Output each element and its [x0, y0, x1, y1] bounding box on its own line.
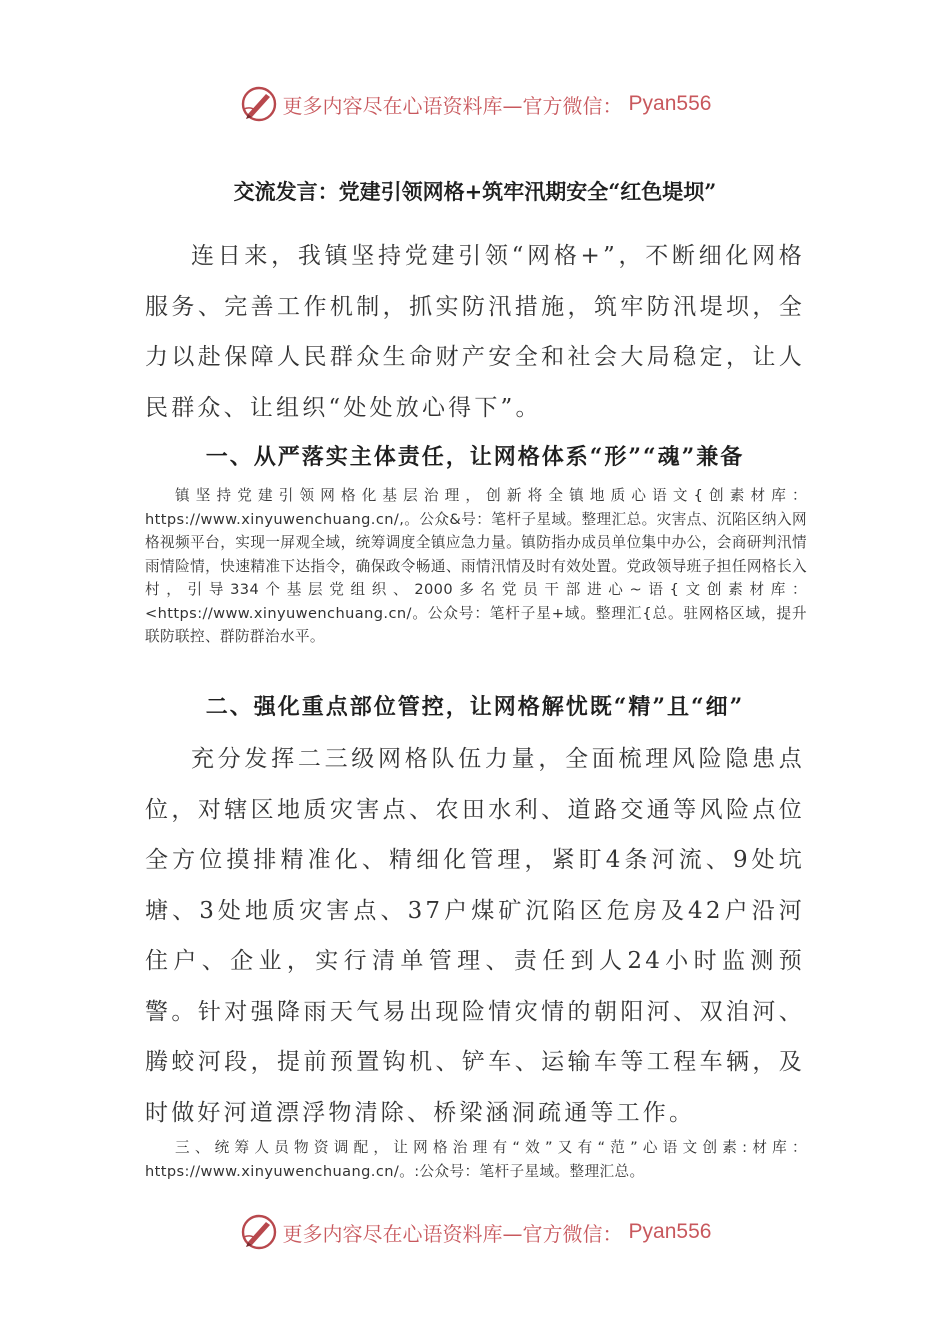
- pen-logo-icon: [239, 84, 279, 124]
- header-banner: [0, 80, 950, 128]
- banner-text: 更多内容尽在心语资料库—官方微信：: [282, 1221, 623, 1246]
- banner-wechat-id: Pyan556: [628, 1220, 712, 1243]
- section2-heading: 二、强化重点部位管控，让网格解忧既“精”且“细”: [205, 694, 745, 720]
- section1-heading: 一、从严落实主体责任，让网格体系“形”“魂”兼备: [205, 444, 745, 470]
- banner-text: 更多内容尽在心语资料库—官方微信：: [282, 93, 623, 118]
- section3-paragraph: 三、统筹人员物资调配，让网格治理有“效”又有“范”心语文创素:材库：https://www.xinyuwenchuang.cn/。:公众号：笔杆子星域。整理汇总。: [145, 1139, 807, 1180]
- section2-body: 充分发挥二三级网格队伍力量，全面梳理风险隐患点位，对辖区地质灾害点、农田水利、道路交通等风险点位全方位摸排精准化、精细化管理，紧盯4条河流、9处坑塘、3处地质灾害点、37户煤矿沉陷区危房及42户沿河住户、企业，实行清单管理、责任到人24小时监测预警。针对强降雨天气易出现险情灾情的朝阳河、双洎河、腾蛟河段，提前预置钩机、铲车、运输车等工程车辆，及时做好河道漂浮物清除、桥梁涵洞疏通等工作。: [145, 746, 805, 1126]
- section1-body: 镇坚持党建引领网格化基层治理，创新将全镇地质心语文{创素材库：https://www.xinyuwenchuang.cn/,。公众&号：笔杆子星域。整理汇总。灾害点、沉陷区纳入网格视频平台，实现一屏观全域，统筹调度全镇应急力量。镇防指办成员单位集中办公，会商研判汛情雨情险情，快速精准下达指令，确保政令畅通、雨情汛情及时有效处置。党政领导班子担任网格长入村，引导334个基层党组织、2000多名党员干部进心~语{文创素材库：<https://www.xinyuwenchuang.cn/。公众号：笔杆子星+域。整理汇{总。驻网格区域，提升联防联控、群防群治水平。: [145, 487, 807, 645]
- banner-wechat-id: Pyan556: [628, 92, 712, 115]
- intro-paragraph: 连日来，我镇坚持党建引领“网格+”，不断细化网格服务、完善工作机制，抓实防汛措施，筑牢防汛堤坝，全力以赴保障人民群众生命财产安全和社会大局稳定，让人民群众、让组织“处处放心得下”。: [145, 243, 805, 421]
- pen-logo-icon: [239, 1212, 279, 1252]
- footer-banner: [0, 1208, 950, 1256]
- document-title: 交流发言：党建引领网格+筑牢汛期安全“红色堤坝”: [233, 179, 717, 204]
